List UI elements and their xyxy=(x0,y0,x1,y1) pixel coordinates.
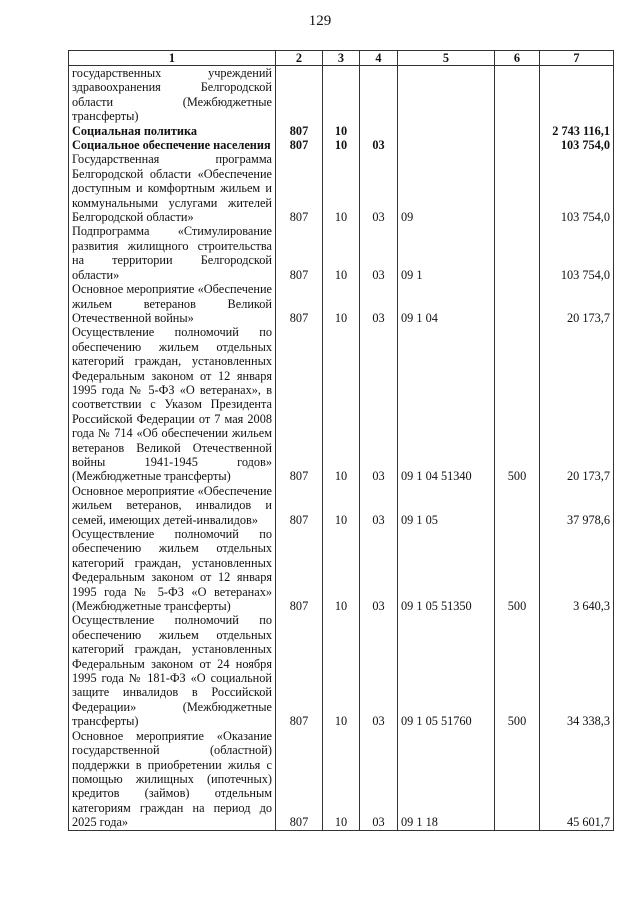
row-amount: 2 743 116,1 xyxy=(540,124,614,138)
row-expense-type-code xyxy=(495,138,540,152)
row-name: Осуществление полномочий по обеспечению жильем отдельных категорий граждан, установленных Федеральным законом от 24 ноября 1995 года № 181-ФЗ «О социальной защите инвалидов в Российской Федерации» (Межбюджетные трансферты) xyxy=(69,613,276,728)
header-col-7: 7 xyxy=(540,51,614,66)
row-amount xyxy=(540,66,614,124)
row-section-code xyxy=(323,66,360,124)
row-grbs-code: 807 xyxy=(276,613,323,728)
row-name: Осуществление полномочий по обеспечению жильем отдельных категорий граждан, установленных Федеральным законом от 12 января 1995 года № 5-ФЗ «О ветеранах», в соответствии с Указом Президента Российской Федерации от 7 мая 2008 года № 714 «Об обеспечении жильем ветеранов Великой Отечественной войны 1941-1945 годов» (Межбюджетные трансферты) xyxy=(69,325,276,483)
row-amount: 45 601,7 xyxy=(540,729,614,830)
row-subsection-code: 03 xyxy=(360,282,398,325)
row-subsection-code: 03 xyxy=(360,325,398,483)
page-number: 129 xyxy=(308,13,332,29)
row-subsection-code: 03 xyxy=(360,613,398,728)
row-section-code: 10 xyxy=(323,124,360,138)
table-row xyxy=(69,484,614,527)
table-row xyxy=(69,224,614,282)
row-section-code: 10 xyxy=(323,729,360,830)
row-grbs-code: 807 xyxy=(276,484,323,527)
table-row xyxy=(69,152,614,224)
row-section-code: 10 xyxy=(323,224,360,282)
header-col-4: 4 xyxy=(360,51,398,66)
row-target-article-code xyxy=(398,66,495,124)
row-target-article-code: 09 1 04 51340 xyxy=(398,325,495,483)
row-expense-type-code xyxy=(495,282,540,325)
row-target-article-code xyxy=(398,138,495,152)
row-expense-type-code: 500 xyxy=(495,325,540,483)
table-row xyxy=(69,66,614,124)
row-expense-type-code: 500 xyxy=(495,527,540,613)
row-section-code: 10 xyxy=(323,484,360,527)
header-row xyxy=(69,51,614,66)
header-col-1: 1 xyxy=(69,51,276,66)
row-expense-type-code xyxy=(495,152,540,224)
row-expense-type-code xyxy=(495,66,540,124)
table-row xyxy=(69,124,614,138)
row-subsection-code xyxy=(360,66,398,124)
row-subsection-code: 03 xyxy=(360,138,398,152)
header-col-3: 3 xyxy=(323,51,360,66)
row-section-code: 10 xyxy=(323,282,360,325)
row-expense-type-code xyxy=(495,124,540,138)
row-grbs-code: 807 xyxy=(276,729,323,830)
table-row xyxy=(69,613,614,728)
row-amount: 37 978,6 xyxy=(540,484,614,527)
row-amount: 20 173,7 xyxy=(540,282,614,325)
budget-table xyxy=(68,50,614,831)
row-name: государственных учреждений здравоохранения Белгородской области (Межбюджетные трансферты) xyxy=(69,66,276,124)
row-grbs-code: 807 xyxy=(276,124,323,138)
row-name: Подпрограмма «Стимулирование развития жилищного строительства на территории Белгородской области» xyxy=(69,224,276,282)
row-expense-type-code: 500 xyxy=(495,613,540,728)
table-row xyxy=(69,282,614,325)
row-target-article-code: 09 1 18 xyxy=(398,729,495,830)
header-col-6: 6 xyxy=(495,51,540,66)
row-name: Социальная политика xyxy=(69,124,276,138)
row-expense-type-code xyxy=(495,729,540,830)
row-grbs-code: 807 xyxy=(276,325,323,483)
row-grbs-code: 807 xyxy=(276,152,323,224)
row-section-code: 10 xyxy=(323,325,360,483)
row-section-code: 10 xyxy=(323,613,360,728)
row-name: Осуществление полномочий по обеспечению жильем отдельных категорий граждан, установленных Федеральным законом от 12 января 1995 года № 5-ФЗ «О ветеранах» (Межбюджетные трансферты) xyxy=(69,527,276,613)
row-amount: 20 173,7 xyxy=(540,325,614,483)
table-row xyxy=(69,325,614,483)
row-name: Государственная программа Белгородской области «Обеспечение доступным и комфортным жильем и коммунальными услугами жителей Белгородской области» xyxy=(69,152,276,224)
header-col-2: 2 xyxy=(276,51,323,66)
row-subsection-code: 03 xyxy=(360,484,398,527)
row-grbs-code: 807 xyxy=(276,282,323,325)
row-target-article-code xyxy=(398,124,495,138)
row-amount: 103 754,0 xyxy=(540,224,614,282)
row-amount: 3 640,3 xyxy=(540,527,614,613)
row-grbs-code: 807 xyxy=(276,224,323,282)
row-grbs-code: 807 xyxy=(276,527,323,613)
row-amount: 103 754,0 xyxy=(540,152,614,224)
row-amount: 34 338,3 xyxy=(540,613,614,728)
header-col-5: 5 xyxy=(398,51,495,66)
row-section-code: 10 xyxy=(323,138,360,152)
row-grbs-code xyxy=(276,66,323,124)
table-row xyxy=(69,527,614,613)
row-subsection-code: 03 xyxy=(360,729,398,830)
row-name: Основное мероприятие «Обеспечение жильем ветеранов, инвалидов и семей, имеющих детей-инвалидов» xyxy=(69,484,276,527)
row-grbs-code: 807 xyxy=(276,138,323,152)
row-target-article-code: 09 1 04 xyxy=(398,282,495,325)
row-subsection-code: 03 xyxy=(360,152,398,224)
row-section-code: 10 xyxy=(323,152,360,224)
row-amount: 103 754,0 xyxy=(540,138,614,152)
row-subsection-code xyxy=(360,124,398,138)
row-target-article-code: 09 xyxy=(398,152,495,224)
table-row xyxy=(69,729,614,830)
row-target-article-code: 09 1 05 51350 xyxy=(398,527,495,613)
row-expense-type-code xyxy=(495,484,540,527)
row-section-code: 10 xyxy=(323,527,360,613)
row-target-article-code: 09 1 xyxy=(398,224,495,282)
row-subsection-code: 03 xyxy=(360,527,398,613)
row-expense-type-code xyxy=(495,224,540,282)
row-target-article-code: 09 1 05 51760 xyxy=(398,613,495,728)
row-target-article-code: 09 1 05 xyxy=(398,484,495,527)
row-name: Основное мероприятие «Оказание государственной (областной) поддержки в приобретении жилья с помощью жилищных (ипотечных) кредитов (займов) отдельным категориям граждан на период до 2025 года» xyxy=(69,729,276,830)
table-row xyxy=(69,138,614,152)
row-name: Основное мероприятие «Обеспечение жильем ветеранов Великой Отечественной войны» xyxy=(69,282,276,325)
row-name: Социальное обеспечение населения xyxy=(69,138,276,152)
row-subsection-code: 03 xyxy=(360,224,398,282)
